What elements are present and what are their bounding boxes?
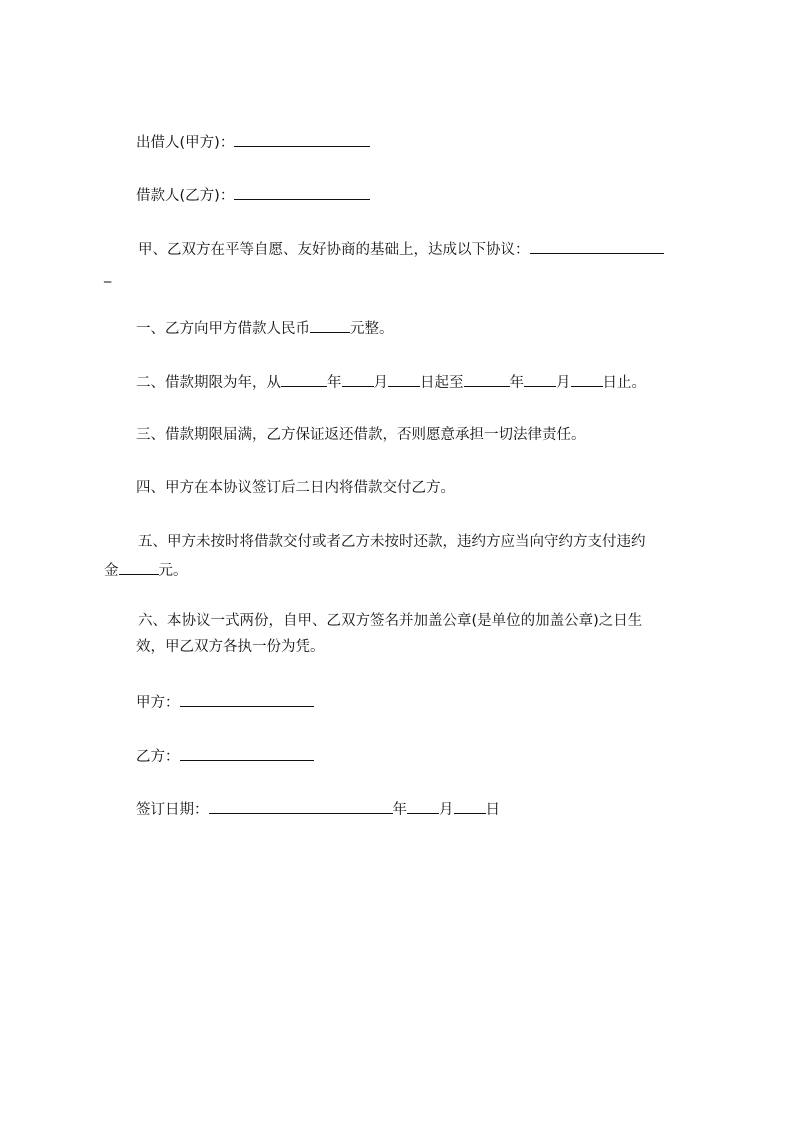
lender-line (136, 132, 370, 150)
intro-tail-line (104, 266, 111, 284)
sign-date-day: 日 (485, 802, 500, 818)
intro-line (138, 239, 664, 257)
clause2-year2-blank (464, 372, 510, 387)
clause5-penalty-blank (119, 560, 159, 575)
clause3-text: 三、借款期限届满，乙方保证返还借款，否则愿意承担一切法律责任。 (136, 427, 586, 443)
sign-date-year-blank (209, 799, 393, 814)
sign-date-month-blank (407, 799, 439, 814)
clause5-text-line1: 五、甲方未按时将借款交付或者乙方未按时还款，违约方应当向守约方支付违约 (138, 534, 646, 550)
sign-date-line (136, 799, 500, 817)
clause2-year1: 年 (327, 375, 342, 391)
party-b-label: 乙方： (136, 749, 180, 765)
clause2-mid: 日起至 (420, 375, 464, 391)
sign-date-year: 年 (392, 802, 407, 818)
clause2-prefix: 二、借款期限为年，从 (136, 375, 281, 391)
clause5-line1 (138, 533, 646, 551)
party-a-line (136, 692, 314, 710)
intro-tail: _ (104, 267, 112, 283)
clause1-amount-blank (310, 318, 350, 333)
clause6-line1 (138, 612, 642, 630)
party-a-label: 甲方： (136, 695, 180, 711)
party-b-line (136, 746, 314, 764)
party-a-blank (180, 692, 314, 707)
clause1-suffix: 元整。 (350, 321, 394, 337)
clause2-year1-blank (281, 372, 327, 387)
borrower-blank (234, 185, 370, 200)
clause4-text: 四、甲方在本协议签订后二日内将借款交付乙方。 (136, 480, 455, 496)
sign-date-month: 月 (439, 802, 454, 818)
clause2-year2: 年 (509, 375, 524, 391)
clause2-line (136, 372, 646, 390)
party-b-blank (180, 746, 314, 761)
clause5-line2-suffix: 元。 (158, 563, 188, 579)
clause2-day2-blank (571, 372, 603, 387)
lender-label: 出借人(甲方)： (136, 135, 235, 151)
clause5-line2 (104, 560, 188, 578)
clause2-day1-blank (388, 372, 420, 387)
clause6-text-line1: 六、本协议一式两份，自甲、乙双方签名并加盖公章(是单位的加盖公章)之日生 (138, 613, 643, 629)
sign-date-label: 签订日期： (136, 802, 209, 818)
intro-text: 甲、乙双方在平等自愿、友好协商的基础上，达成以下协议： (138, 242, 530, 258)
intro-blank (530, 239, 664, 254)
clause2-suffix: 日止。 (602, 375, 646, 391)
clause2-month2-blank (524, 372, 556, 387)
clause2-month1: 月 (373, 375, 388, 391)
borrower-label: 借款人(乙方)： (136, 188, 235, 204)
clause5-line2-prefix: 金 (104, 563, 119, 579)
lender-blank (234, 132, 370, 147)
sign-date-day-blank (454, 799, 486, 814)
clause2-month2: 月 (556, 375, 571, 391)
clause1-prefix: 一、乙方向甲方借款人民币 (136, 321, 310, 337)
clause6-line2 (136, 638, 325, 656)
clause4-line (136, 479, 455, 497)
clause2-month1-blank (342, 372, 374, 387)
clause3-line (136, 426, 586, 444)
clause6-text-line2: 效，甲乙双方各执一份为凭。 (136, 639, 325, 655)
clause1-line (136, 318, 394, 336)
borrower-line (136, 185, 370, 203)
